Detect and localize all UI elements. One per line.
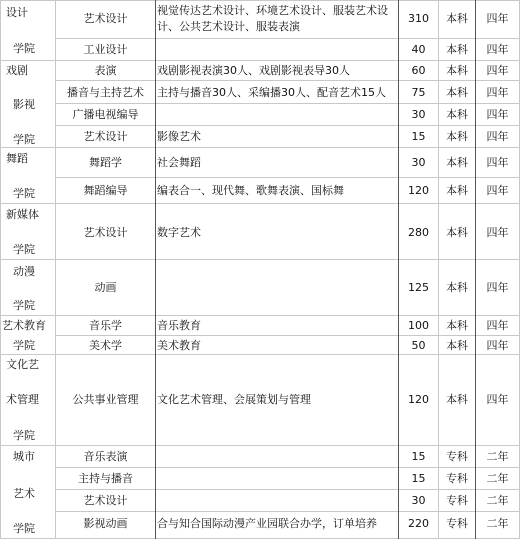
years-cell: 四年 xyxy=(486,319,509,332)
row-divider xyxy=(55,38,520,39)
row-divider xyxy=(0,60,520,61)
years-cell: 二年 xyxy=(486,517,509,530)
direction-cell: 影像艺术 xyxy=(157,130,201,143)
direction-cell: 社会舞蹈 xyxy=(157,156,201,169)
level-cell: 专科 xyxy=(446,450,468,463)
years-cell: 二年 xyxy=(486,450,509,463)
row-divider xyxy=(0,203,520,204)
plan-count: 120 xyxy=(408,393,429,406)
direction-cell: 数字艺术 xyxy=(157,226,201,239)
row-divider xyxy=(55,125,520,126)
college-label: 文化艺 xyxy=(6,358,39,371)
level-cell: 专科 xyxy=(446,517,468,530)
major-cell: 播音与主持艺术 xyxy=(67,86,144,99)
plan-count: 75 xyxy=(411,86,426,99)
plan-count: 60 xyxy=(411,64,426,77)
college-label: 学院 xyxy=(13,299,35,312)
row-divider xyxy=(55,177,520,178)
plan-count: 280 xyxy=(408,226,429,239)
major-cell: 表演 xyxy=(94,64,117,77)
plan-count: 100 xyxy=(408,319,429,332)
major-cell: 工业设计 xyxy=(83,43,128,56)
years-cell: 四年 xyxy=(486,184,509,197)
column-divider xyxy=(155,0,156,539)
college-label: 设计 xyxy=(6,6,28,19)
level-cell: 本科 xyxy=(446,12,468,25)
level-cell: 本科 xyxy=(446,43,468,56)
level-cell: 本科 xyxy=(446,156,468,169)
major-cell: 艺术设计 xyxy=(83,130,128,143)
plan-count: 40 xyxy=(411,43,426,56)
college-label: 学院 xyxy=(13,243,35,256)
row-divider xyxy=(55,489,520,490)
level-cell: 专科 xyxy=(446,472,468,485)
row-divider xyxy=(55,335,520,336)
major-cell: 舞蹈学 xyxy=(89,156,122,169)
direction-cell: 文化艺术管理、会展策划与管理 xyxy=(157,393,311,406)
plan-count: 15 xyxy=(411,450,426,463)
plan-count: 120 xyxy=(408,184,429,197)
major-cell: 艺术设计 xyxy=(83,12,128,25)
row-divider xyxy=(55,511,520,512)
direction-cell: 合与知合国际动漫产业园联合办学，订单培养 xyxy=(157,517,377,530)
row-divider xyxy=(0,445,520,446)
level-cell: 本科 xyxy=(446,226,468,239)
years-cell: 四年 xyxy=(486,339,509,352)
row-divider xyxy=(55,467,520,468)
years-cell: 四年 xyxy=(486,281,509,294)
college-label: 学院 xyxy=(13,339,35,352)
level-cell: 本科 xyxy=(446,393,468,406)
direction-cell: 计、公共艺术设计、服装表演 xyxy=(157,20,300,33)
college-label: 舞蹈 xyxy=(6,152,28,165)
major-cell: 艺术设计 xyxy=(83,226,128,239)
direction-cell: 戏剧影视表演30人、戏剧影视表导30人 xyxy=(157,64,350,77)
college-label: 术管理 xyxy=(6,393,39,406)
college-label: 城市 xyxy=(13,450,35,463)
row-divider xyxy=(0,259,520,260)
row-divider xyxy=(55,103,520,104)
years-cell: 四年 xyxy=(486,86,509,99)
level-cell: 本科 xyxy=(446,130,468,143)
plan-count: 310 xyxy=(408,12,429,25)
row-divider xyxy=(0,354,520,355)
college-label: 学院 xyxy=(13,133,35,146)
college-label: 新媒体 xyxy=(6,208,39,221)
college-label: 学院 xyxy=(13,522,35,535)
years-cell: 四年 xyxy=(486,64,509,77)
major-cell: 舞蹈编导 xyxy=(83,184,128,197)
plan-count: 220 xyxy=(408,517,429,530)
college-label: 戏剧 xyxy=(6,64,28,77)
plan-count: 125 xyxy=(408,281,429,294)
major-cell: 广播电视编导 xyxy=(72,108,139,121)
years-cell: 四年 xyxy=(486,43,509,56)
row-divider xyxy=(0,315,520,316)
level-cell: 本科 xyxy=(446,281,468,294)
major-cell: 艺术设计 xyxy=(83,494,128,507)
years-cell: 四年 xyxy=(486,156,509,169)
direction-cell: 编表合一、现代舞、歌舞表演、国标舞 xyxy=(157,184,344,197)
plan-count: 30 xyxy=(411,494,426,507)
level-cell: 本科 xyxy=(446,339,468,352)
direction-cell: 主持与播音30人、采编播30人、配音艺术15人 xyxy=(157,86,386,99)
level-cell: 本科 xyxy=(446,86,468,99)
years-cell: 二年 xyxy=(486,472,509,485)
row-divider xyxy=(0,147,520,148)
college-label: 学院 xyxy=(13,429,35,442)
major-cell: 美术学 xyxy=(89,339,122,352)
major-cell: 音乐表演 xyxy=(83,450,128,463)
major-cell: 音乐学 xyxy=(89,319,122,332)
college-label: 学院 xyxy=(13,187,35,200)
major-cell: 主持与播音 xyxy=(78,472,133,485)
college-label: 艺术教育 xyxy=(2,319,46,332)
plan-count: 30 xyxy=(411,108,426,121)
level-cell: 本科 xyxy=(446,64,468,77)
plan-count: 30 xyxy=(411,156,426,169)
plan-count: 15 xyxy=(411,472,426,485)
plan-count: 50 xyxy=(411,339,426,352)
years-cell: 二年 xyxy=(486,494,509,507)
years-cell: 四年 xyxy=(486,12,509,25)
row-divider xyxy=(55,80,520,81)
years-cell: 四年 xyxy=(486,393,509,406)
major-cell: 影视动画 xyxy=(83,517,128,530)
direction-cell: 美术教育 xyxy=(157,339,201,352)
major-cell: 公共事业管理 xyxy=(72,393,139,406)
college-label: 影视 xyxy=(13,98,35,111)
years-cell: 四年 xyxy=(486,226,509,239)
table-border-top xyxy=(0,0,520,1)
college-label: 艺术 xyxy=(13,487,35,500)
major-cell: 动画 xyxy=(94,281,117,294)
column-divider xyxy=(0,0,1,539)
level-cell: 本科 xyxy=(446,184,468,197)
years-cell: 四年 xyxy=(486,130,509,143)
college-label: 动漫 xyxy=(13,265,35,278)
years-cell: 四年 xyxy=(486,108,509,121)
level-cell: 专科 xyxy=(446,494,468,507)
level-cell: 本科 xyxy=(446,108,468,121)
college-label: 学院 xyxy=(13,42,35,55)
plan-count: 15 xyxy=(411,130,426,143)
direction-cell: 视觉传达艺术设计、环境艺术设计、服装艺术设 xyxy=(157,4,388,17)
direction-cell: 音乐教育 xyxy=(157,319,201,332)
level-cell: 本科 xyxy=(446,319,468,332)
